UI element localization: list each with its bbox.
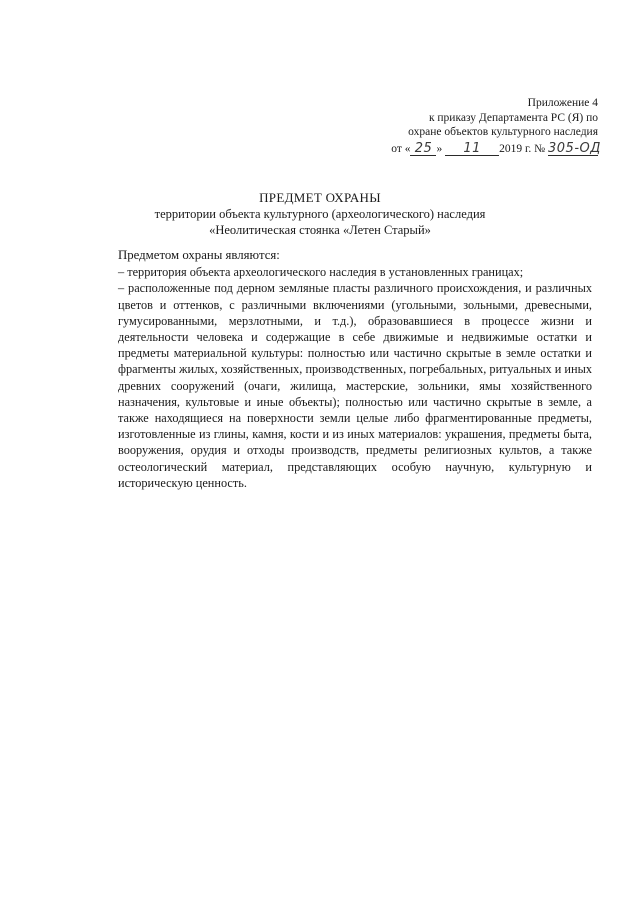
title-block [0, 190, 640, 238]
appendix-label: Приложение 4 [527, 97, 598, 109]
order-date-line [358, 140, 601, 157]
order-year: 2019 г. № [499, 142, 546, 155]
date-close-quote: » [436, 142, 443, 155]
document-title: ПРЕДМЕТ ОХРАНЫ [259, 190, 381, 205]
protection-item: – расположенные под дерном земляные пласты различного происхождения, и различных цветов и оттенков, с различными включениями (угольными, зольными, древесными, гумусированными, мерзлотными, и т.д.), образовавшиеся в процессе жизни и деятельности человека и содержащие в себе движимые и недвижимые остатки и предметы материальной культуры: полностью или частично скрытые в земле остатки и фрагменты жилых, хозяйственных, производственных, погребальных, ритуальных и иных древних сооружений (очаги, жилища, мастерские, зольники, ямы хозяйственного назначения, культовые и иные объекты); полностью или частично скрытые в земле, а также находящиеся на поверхности земли целые либо фрагментированные предметы, изготовленные из глины, камня, кости и из иных материалов: украшения, предметы быта, вооружения, орудия и отходы производств, предметы религиозных культов, а также остеологический материал, представляющих особую научную, культурную и историческую ценность. [118, 281, 592, 490]
order-reference-line-1: к приказу Департамента РС (Я) по [428, 111, 598, 124]
date-prefix: от « [391, 142, 411, 155]
order-month-handwritten: 11 [445, 143, 499, 156]
document-body [118, 247, 592, 491]
protection-item: – территория объекта археологического наследия в установленных границах; [118, 265, 524, 280]
appendix-header [358, 96, 601, 156]
order-number-handwritten: 305-ОД [548, 140, 601, 156]
title-subline: территории объекта культурного (археологического) наследия [154, 207, 486, 221]
order-day-handwritten: 25 [410, 143, 436, 156]
title-object-name: «Неолитическая стоянка «Летен Старый» [209, 223, 431, 237]
order-reference-line-2: охране объектов культурного наследия [408, 126, 598, 138]
body-intro: Предметом охраны являются: [118, 248, 280, 262]
